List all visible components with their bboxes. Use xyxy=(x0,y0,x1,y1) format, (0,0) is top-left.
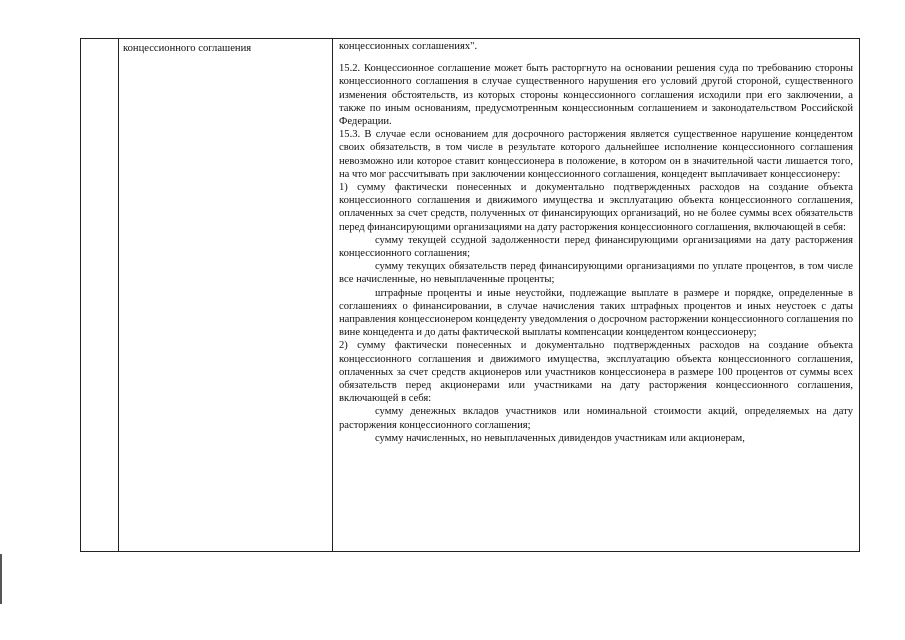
document-table xyxy=(80,38,860,552)
paragraph-item-1: 1) сумму фактически понесенных и документально подтвержденных расходов на создание объекта концессионного соглашения и движимого имущества и эксплуатацию объекта концессионного соглашения, оплаченных за счет средств, полученных от финансирующих организаций, но не более суммы всех обязательств перед финансирующими организациями на дату расторжения концессионного соглашения, включающей в себя: xyxy=(339,182,853,233)
paragraph-dividends: сумму начисленных, но невыплаченных дивидендов участникам или акционерам, xyxy=(375,432,745,444)
paragraph-item-2: 2) сумму фактически понесенных и документально подтвержденных расходов на создание объекта концессионного соглашения и движимого имущества, эксплуатацию объекта концессионного соглашения, оплаченных за счет средств акционеров или участников концессионера в размере 100 процентов от суммы всех обязательств перед акционерами или участниками на дату расторжения концессионного соглашения, включающей в себя: xyxy=(339,340,853,405)
scan-margin-mark xyxy=(0,554,2,604)
paragraph-15-2: 15.2. Концессионное соглашение может быть расторгнуто на основании решения суда по требованию стороны концессионного соглашения в случае существенного нарушения его условий другой стороной, существенного изменения обстоятельств, из которых стороны концессионного соглашения исходили при его заключении, а также по иным основаниям, предусмотренным концессионным соглашением и законодательством Российской Федерации. xyxy=(339,63,853,128)
paragraph-15-3: 15.3. В случае если основанием для досрочного расторжения является существенное нарушение концедентом своих обязательств, в том числе в результате которого дальнейшее исполнение концессионного соглашения невозможно или которое ставит концессионера в положение, в котором он в значительной части лишается того, на что мог рассчитывать при заключении концессионного соглашения, концедент выплачивает концессионеру: xyxy=(339,129,853,180)
paragraph-penalties: штрафные проценты и иные неустойки, подлежащие выплате в размере и порядке, определенные в соглашениях о финансировании, в случае начисления таких штрафных процентов и иных неустоек с даты направления концессионером концеденту уведомления о досрочном расторжении концессионного соглашения по вине концедента и до даты фактической выплаты компенсации концедентом концессионеру; xyxy=(339,287,853,339)
paragraph-interest: сумму текущих обязательств перед финансирующими организациями по уплате процентов, в том числе все начисленные, но невыплаченные проценты; xyxy=(339,261,853,286)
paragraph-quote-end: концессионных соглашениях". xyxy=(339,41,478,52)
article-name-cell: концессионного соглашения xyxy=(118,39,332,551)
row-number-cell xyxy=(81,39,118,551)
paragraph-contributions: сумму денежных вкладов участников или номинальной стоимости акций, определяемых на дату расторжения концессионного соглашения; xyxy=(339,406,853,431)
article-text-cell xyxy=(332,39,859,551)
paragraph-loan-debt: сумму текущей ссудной задолженности перед финансирующими организациями на дату расторжения концессионного соглашения; xyxy=(339,234,853,260)
